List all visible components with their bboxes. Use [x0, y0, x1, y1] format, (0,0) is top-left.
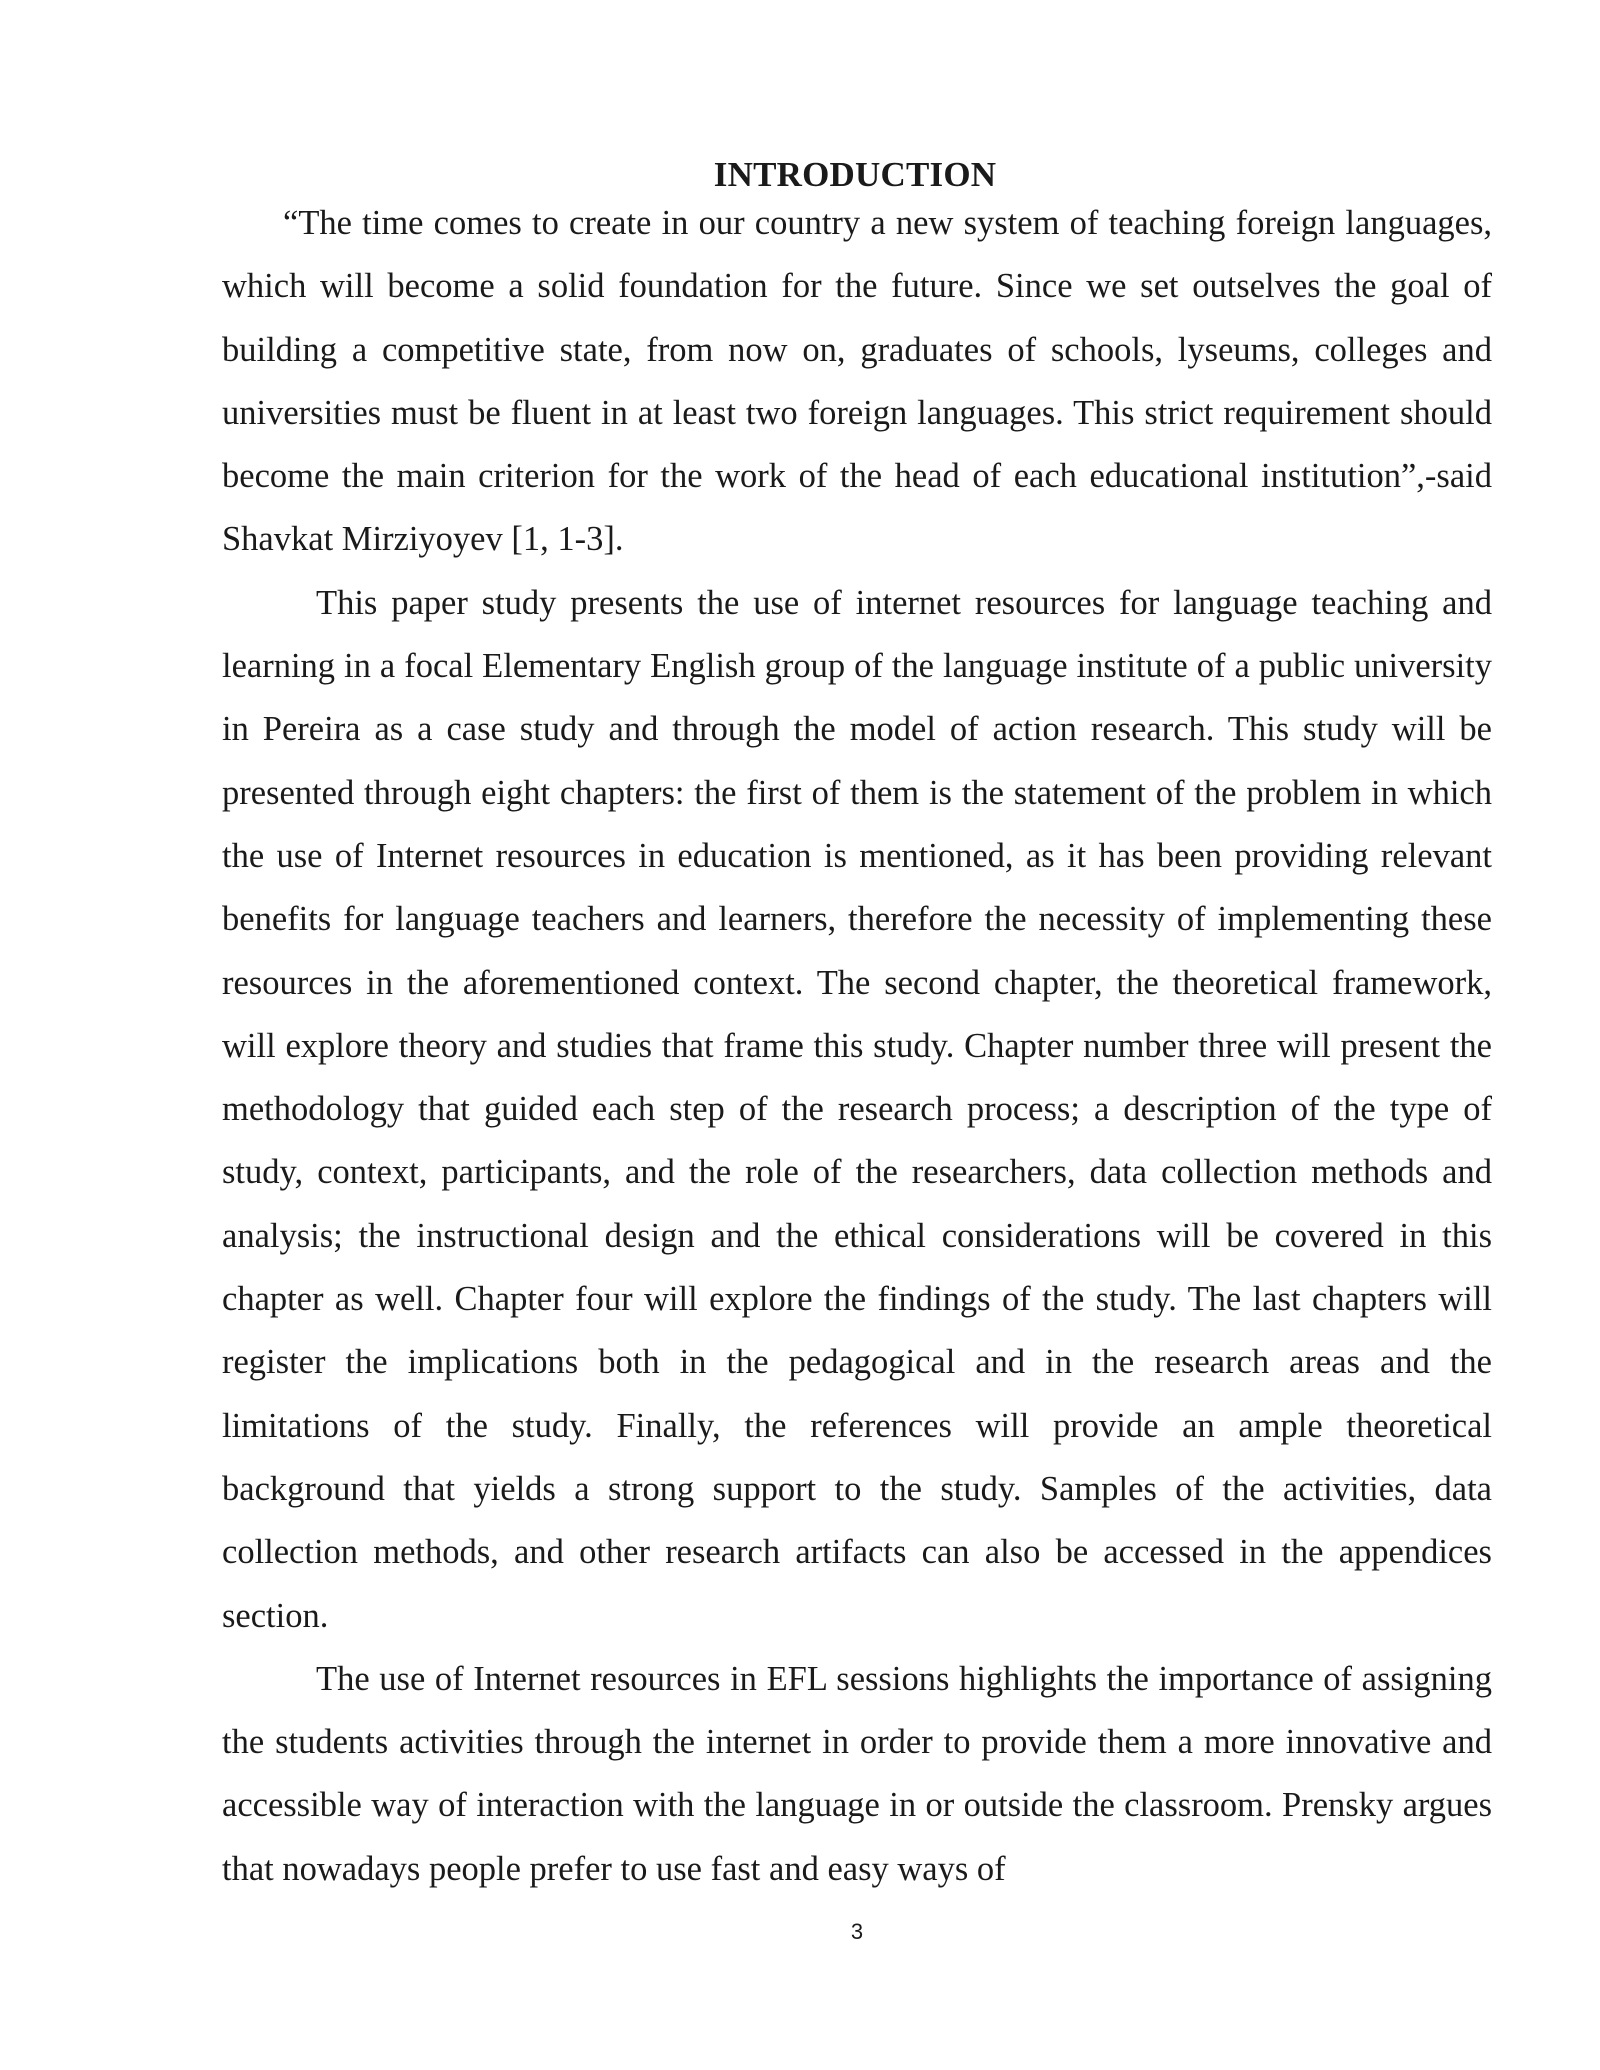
paragraph-quote: “The time comes to create in our country a new system of teaching foreign languages, which will become a solid foundation for the future. Since we set outselves the goal of building a competitive state, from now on, graduates of schools, lyseums, colleges and universities must be fluent in at least two foreign languages. This strict requirement should become the main criterion for the work of the head of each educational institution”,-said Shavkat Mirziyoyev [1, 1-3]. — [222, 204, 1492, 559]
paragraph-study-overview: This paper study presents the use of internet resources for language teaching and learning in a focal Elementary English group of the language institute of a public university in Pereira as a case study and through the model of action research. This study will be presented through eight chapters: the first of them is the statement of the problem in which the use of Internet resources in education is mentioned, as it has been providing relevant benefits for language teachers and learners, therefore the necessity of implementing these resources in the aforementioned context. The second chapter, the theoretical framework, will explore theory and studies that frame this study. Chapter number three will present the methodology that guided each step of the research process; a description of the type of study, context, participants, and the role of the researchers, data collection methods and analysis; the instructional design and the ethical considerations will be covered in this chapter as well. Chapter four will explore the findings of the study. The last chapters will register the implications both in the pedagogical and in the research areas and the limitations of the study. Finally, the references will provide an ample theoretical background that yields a strong support to the study. Samples of the activities, data collection methods, and other research artifacts can also be accessed in the appendices section. — [222, 583, 1492, 1635]
paragraph-internet-resources: The use of Internet resources in EFL sessions highlights the importance of assigning the students activities through the internet in order to provide them a more innovative and accessible way of interaction with the language in or outside the classroom. Prensky argues that nowadays people prefer to use fast and easy ways of — [222, 1659, 1492, 1888]
body-text — [222, 192, 1492, 1901]
page-title: INTRODUCTION — [713, 155, 997, 194]
page-number: 3 — [850, 1919, 864, 1944]
